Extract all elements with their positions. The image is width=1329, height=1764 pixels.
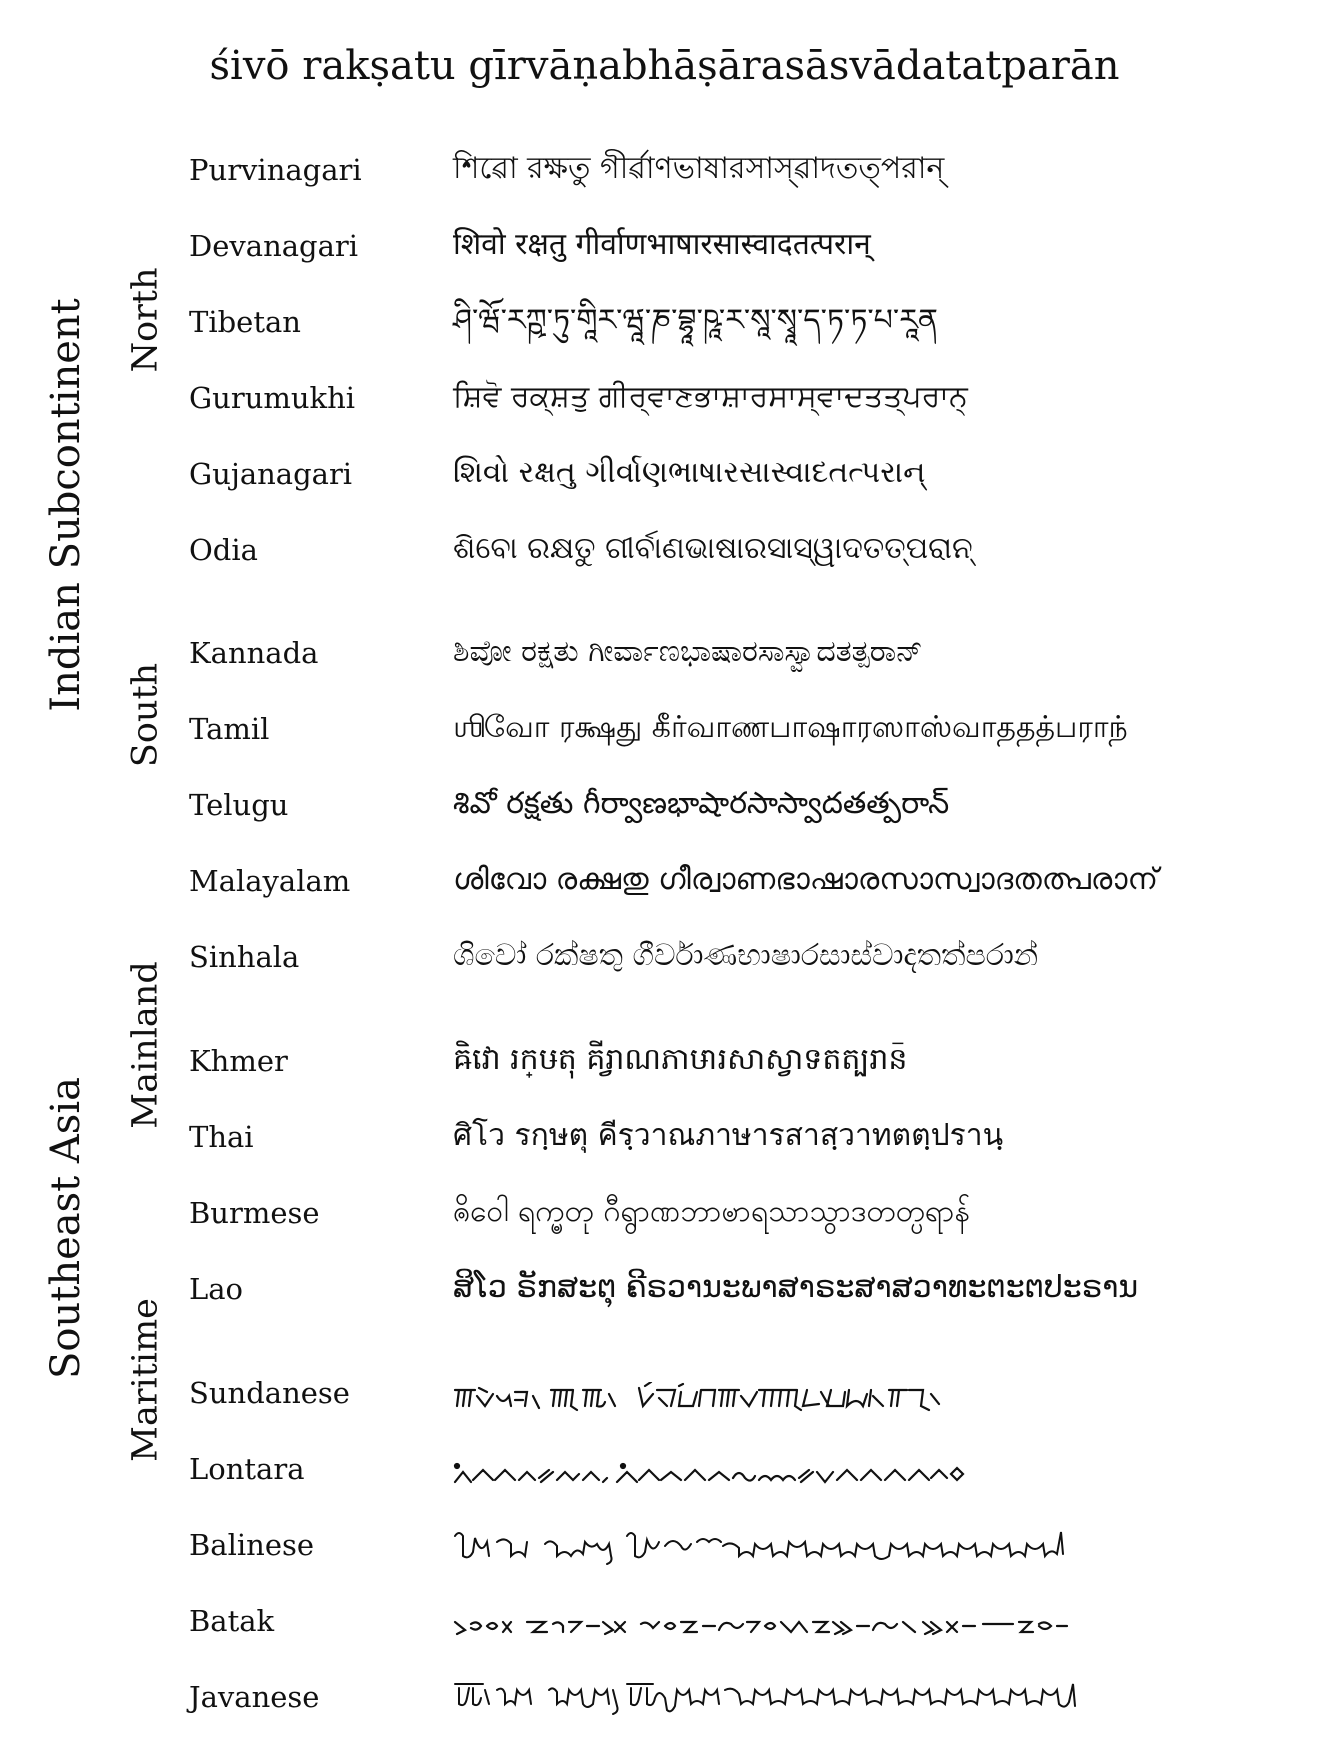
transliterated-text: ၐိဝေါ ရက္ၑတု ဂီရွာဏဘာၑာရသာသွာဒတတ္ပရာန် bbox=[453, 1194, 971, 1229]
language-name: Odia bbox=[189, 533, 258, 567]
region-label-southeast-asia: Southeast Asia bbox=[43, 1077, 89, 1379]
language-name: Thai bbox=[189, 1120, 254, 1154]
language-name: Sundanese bbox=[189, 1376, 350, 1410]
language-name: Sinhala bbox=[189, 940, 300, 974]
transliterated-text: శివో రక్షతు గీర్వాణభాషారసాస్వాదతత్పరాన్ bbox=[453, 786, 950, 821]
script-row-odia bbox=[0, 525, 1329, 575]
language-name: Tamil bbox=[189, 712, 270, 746]
region-label-indian-subcontinent: Indian Subcontinent bbox=[43, 298, 89, 712]
script-row-purvinagari bbox=[0, 145, 1329, 195]
language-name: Malayalam bbox=[189, 864, 351, 898]
script-row-malayalam bbox=[0, 856, 1329, 906]
script-row-balinese bbox=[0, 1520, 1329, 1570]
language-name: Tibetan bbox=[189, 305, 301, 339]
transliterated-text: ശിവോ രക്ഷതു ഗീര്വാണഭാഷാരസാസ്വാദതത്പരാന് bbox=[453, 862, 1158, 897]
batak-script-glyphs bbox=[453, 1610, 1153, 1640]
language-name: Kannada bbox=[189, 636, 319, 670]
script-row-tibetan bbox=[0, 297, 1329, 347]
script-row-gurumukhi bbox=[0, 373, 1329, 423]
language-name: Batak bbox=[189, 1604, 275, 1638]
language-name: Devanagari bbox=[189, 229, 359, 263]
transliterated-text: ศิโว รกฺษตุ คีรฺวาณภาษารสาสฺวาทตตฺปรานฺ bbox=[453, 1118, 1004, 1153]
lontara-script-glyphs bbox=[453, 1458, 1073, 1488]
balinese-script-glyphs bbox=[453, 1526, 1153, 1566]
language-name: Balinese bbox=[189, 1528, 315, 1562]
script-row-sundanese bbox=[0, 1368, 1329, 1418]
sundanese-script-glyphs bbox=[453, 1382, 1053, 1412]
transliterated-text: ཤི་ཝོ་རཀྵ་ཏུ་གཱིར་ཝཱ་ཎ་བྷཱ་ཥཱ་ར་སཱ་སྭཱ་ད་ཏ་ཏ་པ་རཱན bbox=[453, 303, 938, 338]
script-row-kannada bbox=[0, 628, 1329, 678]
language-name: Burmese bbox=[189, 1196, 320, 1230]
language-name: Gujanagari bbox=[189, 457, 353, 491]
transliterated-text: શિવો રક્ષતુ ગીર્વાણભાષારસાસ્વાદતત્પરાન્ bbox=[453, 455, 926, 490]
transliterated-text: ឝិវោ រក្ឞតុ គីរ្វាណភាឞារសាស្វាទតត្បរាន៑ bbox=[453, 1042, 908, 1077]
script-row-sinhala bbox=[0, 932, 1329, 982]
language-name: Khmer bbox=[189, 1044, 288, 1078]
subregion-label-mainland: Mainland bbox=[125, 961, 166, 1129]
script-row-lao bbox=[0, 1264, 1329, 1314]
transliterated-text: শিৱো রক্ষতু গীর্ৱাণভাষারসাস্ৱাদতত্পরান্ bbox=[453, 151, 945, 186]
language-name: Lontara bbox=[189, 1452, 305, 1486]
script-row-burmese bbox=[0, 1188, 1329, 1238]
subregion-label-south: South bbox=[125, 662, 166, 768]
language-name: Telugu bbox=[189, 788, 289, 822]
script-row-gujanagari bbox=[0, 449, 1329, 499]
script-row-tamil bbox=[0, 704, 1329, 754]
transliterated-text: ສິໂວ ຣັກສະຕຸ ຄີຣວານະພາສາຣະສາສວາທະຕະຕປະຣານ bbox=[453, 1270, 1139, 1305]
transliterated-text: ஶிவோ ரக்ஷது கீர்வாணபாஷாரஸாஸ்வாததத்பராந் bbox=[453, 710, 1128, 745]
script-row-khmer bbox=[0, 1036, 1329, 1086]
transliterated-text: शिवो रक्षतु गीर्वाणभाषारसास्वादतत्परान् bbox=[453, 227, 871, 262]
transliterated-text: ශිවෝ රක්ෂතු ගීර්වාණභාෂාරසාස්වාදතත්පරාන් bbox=[453, 938, 1039, 973]
subregion-label-north: North bbox=[125, 267, 166, 373]
language-name: Lao bbox=[189, 1272, 244, 1306]
language-name: Purvinagari bbox=[189, 153, 362, 187]
script-row-lontara bbox=[0, 1444, 1329, 1494]
language-name: Javanese bbox=[189, 1680, 320, 1714]
subregion-label-maritime: Maritime bbox=[125, 1298, 166, 1462]
language-name: Gurumukhi bbox=[189, 381, 356, 415]
script-row-devanagari bbox=[0, 221, 1329, 271]
transliterated-text: ଶିବୋ ରକ୍ଷତୁ ଗୀର୍ବାଣଭାଷାରସାସ୍ୱାଦତତ୍ପରାନ୍ bbox=[453, 531, 973, 566]
javanese-script-glyphs bbox=[453, 1676, 1153, 1716]
script-row-telugu bbox=[0, 780, 1329, 830]
script-row-thai bbox=[0, 1112, 1329, 1162]
script-row-batak bbox=[0, 1596, 1329, 1646]
transliterated-text: ಶಿವೋ ರಕ್ಷತು ಗೀರ್ವಾಣಭಾಷಾರಸಾಸ್ವಾದತತ್ಪರಾನ್ bbox=[453, 634, 923, 669]
script-row-javanese bbox=[0, 1672, 1329, 1722]
transliterated-text: ਸ਼ਿਵੋ ਰਕ੍ਸ਼ਤੁ ਗੀਰ੍ਵਾਣਭਾਸ਼ਾਰਸਾਸ੍ਵਾਦਤਤ੍ਪਰਾਨ੍ bbox=[453, 379, 968, 414]
page-title: śivō rakṣatu gīrvāṇabhāṣārasāsvādatatparān bbox=[209, 43, 1120, 89]
